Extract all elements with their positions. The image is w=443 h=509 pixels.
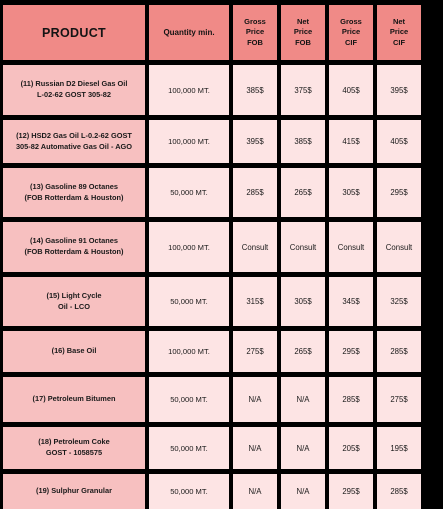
gross-cif-cell: Consult [329, 222, 373, 272]
net-fob-cell: N/A [281, 427, 325, 469]
product-name-cell: (18) Petroleum Coke GOST - 1058575 [3, 427, 145, 469]
product-name-cell: (12) HSD2 Gas Oil L-0.2-62 GOST 305-82 Automative Gas Oil - AGO [3, 120, 145, 163]
product-name-cell: (11) Russian D2 Diesel Gas Oil L-02-62 GOST 305-82 [3, 65, 145, 115]
gross-cif-cell: 415$ [329, 120, 373, 163]
header-net-fob: Net Price FOB [281, 5, 325, 60]
gross-fob-cell: Consult [233, 222, 277, 272]
gross-fob-cell: 315$ [233, 277, 277, 326]
net-cif-cell: 395$ [377, 65, 421, 115]
gross-fob-cell: 285$ [233, 168, 277, 217]
gross-fob-cell: N/A [233, 427, 277, 469]
header-gross-cif: Gross Price CIF [329, 5, 373, 60]
gross-fob-cell: N/A [233, 377, 277, 422]
gross-fob-cell: 385$ [233, 65, 277, 115]
header-net-cif: Net Price CIF [377, 5, 421, 60]
quantity-cell: 50,000 MT. [149, 168, 229, 217]
gross-cif-cell: 205$ [329, 427, 373, 469]
gross-fob-cell: N/A [233, 474, 277, 509]
net-cif-cell: Consult [377, 222, 421, 272]
quantity-cell: 50,000 MT. [149, 277, 229, 326]
quantity-cell: 50,000 MT. [149, 427, 229, 469]
net-fob-cell: 375$ [281, 65, 325, 115]
net-fob-cell: N/A [281, 377, 325, 422]
header-gross-fob: Gross Price FOB [233, 5, 277, 60]
net-fob-cell: 385$ [281, 120, 325, 163]
header-product: PRODUCT [3, 5, 145, 60]
net-cif-cell: 285$ [377, 474, 421, 509]
net-cif-cell: 295$ [377, 168, 421, 217]
gross-cif-cell: 405$ [329, 65, 373, 115]
gross-cif-cell: 345$ [329, 277, 373, 326]
product-name-cell: (15) Light Cycle Oil - LCO [3, 277, 145, 326]
product-name-cell: (16) Base Oil [3, 331, 145, 372]
quantity-cell: 50,000 MT. [149, 474, 229, 509]
gross-cif-cell: 305$ [329, 168, 373, 217]
net-cif-cell: 275$ [377, 377, 421, 422]
product-name-cell: (19) Sulphur Granular [3, 474, 145, 509]
net-cif-cell: 285$ [377, 331, 421, 372]
net-cif-cell: 325$ [377, 277, 421, 326]
net-fob-cell: Consult [281, 222, 325, 272]
product-name-cell: (13) Gasoline 89 Octanes (FOB Rotterdam & Houston) [3, 168, 145, 217]
gross-fob-cell: 395$ [233, 120, 277, 163]
quantity-cell: 100,000 MT. [149, 222, 229, 272]
product-name-cell: (17) Petroleum Bitumen [3, 377, 145, 422]
gross-cif-cell: 295$ [329, 331, 373, 372]
quantity-cell: 100,000 MT. [149, 65, 229, 115]
net-cif-cell: 195$ [377, 427, 421, 469]
net-fob-cell: 305$ [281, 277, 325, 326]
header-quantity: Quantity min. [149, 5, 229, 60]
gross-fob-cell: 275$ [233, 331, 277, 372]
quantity-cell: 100,000 MT. [149, 331, 229, 372]
net-fob-cell: N/A [281, 474, 325, 509]
net-fob-cell: 265$ [281, 168, 325, 217]
quantity-cell: 50,000 MT. [149, 377, 229, 422]
quantity-cell: 100,000 MT. [149, 120, 229, 163]
gross-cif-cell: 285$ [329, 377, 373, 422]
net-fob-cell: 265$ [281, 331, 325, 372]
product-name-cell: (14) Gasoline 91 Octanes (FOB Rotterdam & Houston) [3, 222, 145, 272]
net-cif-cell: 405$ [377, 120, 421, 163]
gross-cif-cell: 295$ [329, 474, 373, 509]
